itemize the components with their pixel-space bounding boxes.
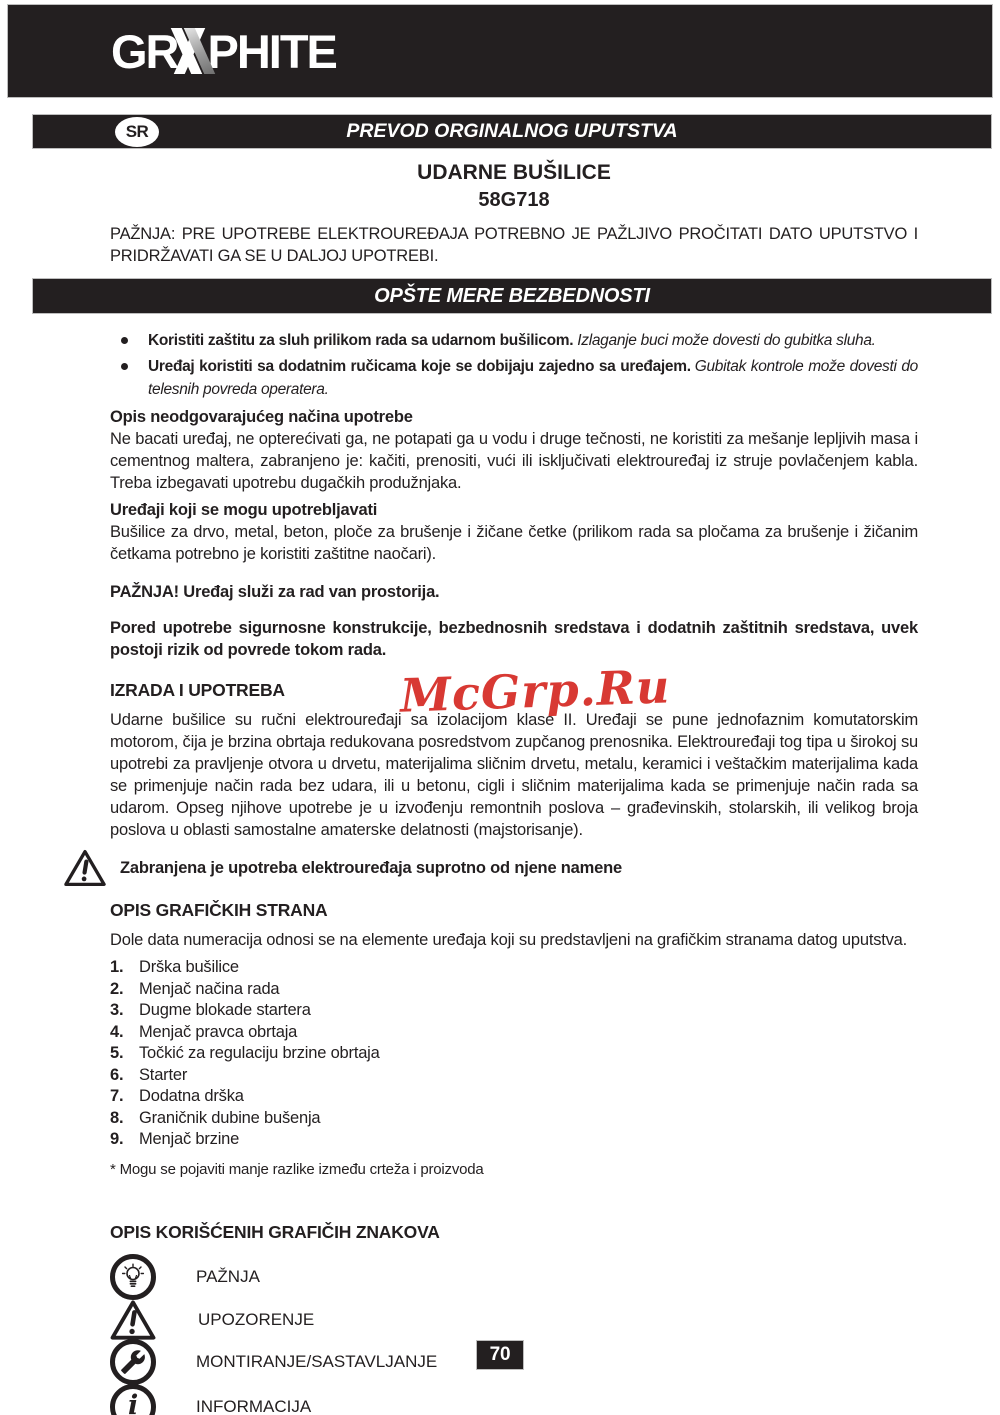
bullet-italic-text: Izlaganje buci može dovesti do gubitka sluha. [577,332,876,349]
part-label: Drška bušilice [139,958,239,976]
parts-footnote: * Mogu se pojaviti manje razlike između crteža i proizvoda [110,1160,484,1178]
symbols-heading: OPIS KORIŠĆENIH GRAFIČIH ZNAKOVA [110,1221,440,1242]
product-title: UDARNE BUŠILICE [417,161,611,184]
intro-warning-text: PAŽNJA: PRE UPOTREBE ELEKTROUREĐAJA POTREBNO JE PAŽLJIVO PROČITATI DATO UPUTSTVO I PRIDRŽAVATI GA SE U DALJOJ UPOTREBI. [110,225,918,265]
symbol-label: INFORMACIJA [196,1396,312,1415]
usable-devices-heading: Uređaji koji se mogu upotrebljavati [110,501,378,519]
part-label: Menjač brzine [139,1130,240,1148]
symbol-label: MONTIRANJE/SASTAVLJANJE [196,1352,438,1371]
bullet-icon [121,337,128,344]
bullet-icon [121,363,128,370]
bullet-italic-text: Gubitak kontrole može dovesti do telesnih povreda operatera. [148,358,918,398]
watermark-text: McGrp.Ru [399,659,672,723]
part-number: 8. [110,1108,124,1127]
prohibition-text: Zabranjena je upotreba elektrouređaja suprotno od njene namene [120,859,622,877]
warning-triangle-icon [108,1298,158,1342]
info-icon [110,1384,156,1415]
graphite-logo [111,24,336,78]
misuse-heading: Opis neodgovarajućeg načina upotrebe [110,408,413,426]
part-number: 2. [110,979,124,998]
part-number: 6. [110,1065,124,1084]
bulb-icon [110,1254,156,1300]
misuse-text: Ne bacati uređaj, ne opterećivati ga, ne potapati ga u vodu i druge tečnosti, ne koristiti za mešanje lepljivih masa i cementnog maltera, zabranjeno je: kačiti, prenositi, vući ili isključivati elektrouređaj iz struje povlačenjem kabla. Treba izbegavati upotrebu dugačkih produžnjaka. [110,430,918,492]
symbol-row-paznja [110,1253,918,1301]
bullet-bold-text: Koristiti zaštitu za sluh prilikom rada sa udarnom bušilicom. [148,332,574,349]
part-label: Dugme blokade startera [139,1001,311,1019]
part-item [110,1108,918,1130]
graphic-pages-heading: OPIS GRAFIČKIH STRANA [110,900,328,920]
part-label: Graničnik dubine bušenja [139,1108,321,1127]
page-number-badge [476,1340,524,1370]
page-number: 70 [489,1344,511,1365]
bullet-bold-text: Uređaj koristiti sa dodatnim ručicama koje se dobijaju zajedno sa uređajem. [148,358,691,375]
graphic-pages-intro: Dole data numeracija odnosi se na elemente uređaja koji su predstavljeni na grafičkim stranama datog uputstva. [110,931,908,949]
part-label: Menjač načina rada [139,979,280,998]
logo-text-right: PHITE [207,24,336,78]
part-item [110,1000,918,1022]
language-bar [32,114,992,149]
part-number: 4. [110,1022,124,1041]
part-label: Točkić za regulaciju brzine obrtaja [139,1044,380,1062]
symbols-legend [110,1253,918,1415]
symbol-label: UPOZORENJE [198,1309,315,1329]
part-number: 1. [110,958,124,976]
part-number: 5. [110,1044,124,1062]
part-label: Dodatna drška [139,1087,244,1105]
part-label: Menjač pravca obrtaja [139,1022,298,1041]
warning-triangle-icon [62,848,108,888]
symbol-row-informacija [110,1384,918,1415]
part-number: 7. [110,1087,124,1105]
symbol-row-upozorenje [110,1299,918,1341]
safety-section-bar [32,278,992,314]
part-item [110,1086,918,1108]
prohibition-row [62,847,918,889]
safety-bullet-1 [110,329,918,352]
title-block [110,161,918,267]
symbol-label: PAŽNJA [196,1266,260,1286]
part-item [110,1065,918,1087]
logo-slash-icon [184,28,205,74]
construction-heading: IZRADA I UPOTREBA [110,680,285,700]
part-item [110,957,918,979]
part-item [110,1129,918,1151]
sr-badge-label: SR [125,122,149,141]
part-item [110,1043,918,1065]
translation-bar-title: PREVOD ORGINALNOG UPUTSTVA [346,120,678,142]
construction-text: Udarne bušilice su ručni elektrouređaji sa izolacijom klase II. Uređaji se pune jednofaznim komutatorskim motorom, čija je brzina obrtaja redukovana posredstvom zupčanog prenosnika. Elektrouređaji tog tipa u širokoj su upotrebi za pravljenje otvora u drvetu, materijalima sličnim drvetu, metalu, keramici i veštačkim materijalima kada se primenjuje način rada bez udara, ili u betonu, cigli i sličnim materijalima kada se primenjuje način rada sa udarom. Opseg njihove upotrebe je u izvođenju remontnih poslova – građevinskih, stolarskih, ili velikog broja poslova u oblasti samostalne amaterske delatnosti (majstorisanje). [110,711,918,839]
part-item [110,1022,918,1044]
info-glyph: i [127,1390,139,1415]
part-label: Starter [139,1065,188,1084]
brand-header [7,4,993,98]
parts-list [110,957,918,1151]
safety-section-title: OPŠTE MERE BEZBEDNOSTI [374,285,650,307]
part-item [110,979,918,1001]
safety-bullet-list [110,329,918,401]
logo-text-left: GR [111,24,178,78]
safety-bullet-2 [110,355,918,401]
outdoor-note: PAŽNJA! Uređaj služi za rad van prostorija. [110,583,440,601]
model-number: 58G718 [478,189,550,211]
part-number: 3. [110,1001,124,1019]
part-number: 9. [110,1130,124,1148]
body-content [110,329,918,1415]
usable-devices-text: Bušilice za drvo, metal, beton, ploče za brušenje i žičane četke (prilikom rada sa pločama za brušenje i žičanim četkama potrebno je koristiti zaštitne naočari). [110,523,918,563]
risk-note: Pored upotrebe sigurnosne konstrukcije, bezbednosnih sredstava i dodatnih zaštitnih sredstava, uvek postoji rizik od povrede tokom rada. [110,619,918,659]
wrench-icon [110,1339,156,1385]
